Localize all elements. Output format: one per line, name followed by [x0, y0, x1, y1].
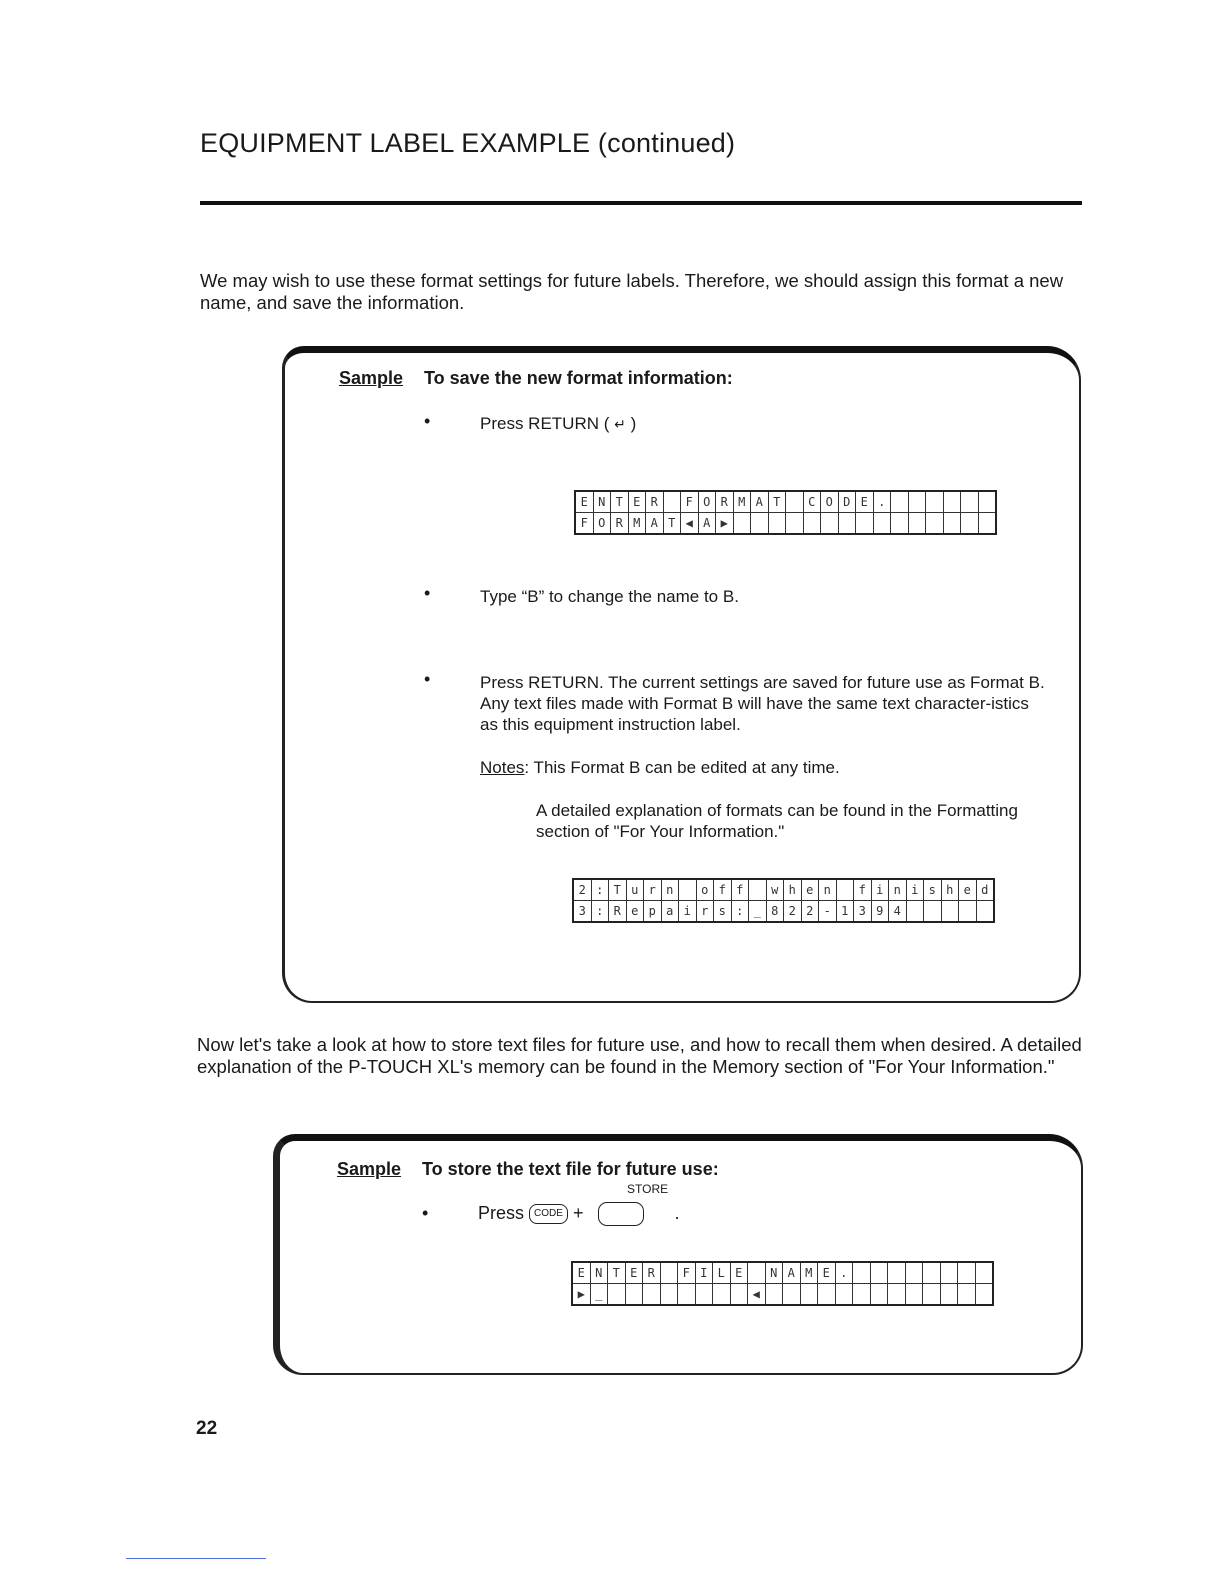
- lcd-cell: [888, 1284, 906, 1306]
- lcd-cell: f: [714, 879, 732, 901]
- lcd-cell: [891, 491, 909, 513]
- lcd-cell: R: [611, 513, 629, 535]
- lcd-cell: .: [873, 491, 891, 513]
- lcd-cell: 3: [573, 901, 591, 923]
- lcd-cell: [978, 491, 996, 513]
- lcd-cell: [940, 1284, 958, 1306]
- lcd-cell: e: [959, 879, 977, 901]
- lcd-cell: M: [733, 491, 751, 513]
- lcd-cell: [800, 1284, 818, 1306]
- lcd-cell: T: [611, 491, 629, 513]
- sample-box-store-file: [273, 1134, 1083, 1375]
- lcd-cell: [873, 513, 891, 535]
- lcd-cell: [853, 1284, 871, 1306]
- lcd-cell: [891, 513, 909, 535]
- lcd-cell: [751, 513, 769, 535]
- bullet: •: [424, 583, 431, 603]
- lcd-cell: [749, 879, 767, 901]
- lcd-cell: s: [924, 879, 942, 901]
- lcd-display-text-sample: [572, 878, 995, 923]
- lcd-cell: [943, 513, 961, 535]
- lcd-cell: A: [698, 513, 716, 535]
- lcd-cell: E: [818, 1262, 836, 1284]
- lcd-row: [575, 491, 996, 513]
- lcd-cell: O: [821, 491, 839, 513]
- lcd-cell: f: [731, 879, 749, 901]
- lcd-cell: R: [609, 901, 627, 923]
- lcd-cell: [924, 901, 942, 923]
- lcd-cell: i: [679, 901, 697, 923]
- lcd-cell: [643, 1284, 661, 1306]
- lcd-cell: ▶: [572, 1284, 590, 1306]
- footer-rule: [126, 1558, 266, 1559]
- plus-text: +: [572, 1202, 584, 1223]
- title-rule: [200, 201, 1082, 205]
- lcd-cell: E: [572, 1262, 590, 1284]
- lcd-row: [573, 879, 994, 901]
- lcd-cell: 2: [573, 879, 591, 901]
- lcd-cell: s: [714, 901, 732, 923]
- lcd-cell: p: [644, 901, 662, 923]
- lcd-cell: T: [608, 1262, 626, 1284]
- lcd-cell: [660, 1284, 678, 1306]
- press-text: Press: [478, 1202, 525, 1223]
- lcd-cell: [730, 1284, 748, 1306]
- lcd-cell: e: [626, 901, 644, 923]
- lcd-cell: [786, 513, 804, 535]
- lcd-row: [572, 1262, 993, 1284]
- lcd-cell: 3: [854, 901, 872, 923]
- period-text: .: [674, 1202, 680, 1223]
- lcd-cell: [713, 1284, 731, 1306]
- lcd-cell: [961, 513, 979, 535]
- store-key-icon: [598, 1202, 644, 1226]
- lcd-cell: _: [749, 901, 767, 923]
- lcd-cell: [856, 513, 874, 535]
- lcd-cell: F: [678, 1262, 696, 1284]
- lcd-cell: a: [661, 901, 679, 923]
- lcd-cell: R: [716, 491, 734, 513]
- lcd-cell: 8: [766, 901, 784, 923]
- sample-heading: To store the text file for future use:: [422, 1159, 719, 1179]
- step-type-b: Type “B” to change the name to B.: [480, 587, 739, 606]
- lcd-cell: r: [644, 879, 662, 901]
- lcd-cell: 4: [889, 901, 907, 923]
- lcd-cell: R: [646, 491, 664, 513]
- lcd-cell: [943, 491, 961, 513]
- sample-label: Sample: [337, 1159, 402, 1179]
- lcd-display-enter-format: [574, 490, 997, 535]
- lcd-cell: I: [695, 1262, 713, 1284]
- lcd-cell: .: [835, 1262, 853, 1284]
- step-press-store: [478, 1202, 680, 1226]
- lcd-row: [572, 1284, 993, 1306]
- intro-paragraph: We may wish to use these format settings for future labels. Therefore, we should assign this format a new name, and save the information.: [200, 270, 1064, 313]
- lcd-cell: M: [800, 1262, 818, 1284]
- lcd-cell: [803, 513, 821, 535]
- lcd-cell: E: [575, 491, 593, 513]
- lcd-cell: n: [889, 879, 907, 901]
- lcd-cell: C: [803, 491, 821, 513]
- lcd-cell: [786, 491, 804, 513]
- lcd-cell: [923, 1262, 941, 1284]
- lcd-cell: F: [681, 491, 699, 513]
- lcd-cell: [818, 1284, 836, 1306]
- lcd-cell: [958, 1262, 976, 1284]
- lcd-cell: ▶: [716, 513, 734, 535]
- lcd-cell: [905, 1284, 923, 1306]
- lcd-cell: [679, 879, 697, 901]
- lcd-cell: d: [976, 879, 994, 901]
- lcd-cell: [765, 1284, 783, 1306]
- lcd-cell: :: [731, 901, 749, 923]
- sample-box-save-format: [282, 346, 1081, 1003]
- store-key-label: STORE: [627, 1182, 669, 1196]
- lcd-cell: [959, 901, 977, 923]
- lcd-row: [575, 513, 996, 535]
- lcd-cell: T: [663, 513, 681, 535]
- lcd-cell: [625, 1284, 643, 1306]
- lcd-cell: [663, 491, 681, 513]
- lcd-cell: ◀: [748, 1284, 766, 1306]
- lcd-cell: T: [768, 491, 786, 513]
- lcd-cell: h: [941, 879, 959, 901]
- lcd-cell: r: [696, 901, 714, 923]
- lcd-cell: [838, 513, 856, 535]
- lcd-cell: [975, 1284, 993, 1306]
- lcd-cell: [678, 1284, 696, 1306]
- lcd-cell: [978, 513, 996, 535]
- lcd-cell: [923, 1284, 941, 1306]
- lcd-cell: [836, 879, 854, 901]
- lcd-cell: [941, 901, 959, 923]
- lcd-cell: -: [819, 901, 837, 923]
- lcd-cell: [853, 1262, 871, 1284]
- return-icon: ↵: [614, 417, 626, 433]
- lcd-cell: D: [838, 491, 856, 513]
- lcd-cell: h: [784, 879, 802, 901]
- lcd-cell: [835, 1284, 853, 1306]
- lcd-cell: 9: [871, 901, 889, 923]
- lcd-cell: f: [854, 879, 872, 901]
- code-key-icon: CODE: [529, 1204, 568, 1224]
- lcd-cell: E: [625, 1262, 643, 1284]
- lcd-cell: u: [626, 879, 644, 901]
- lcd-cell: :: [591, 901, 609, 923]
- notes-label: Notes: [480, 758, 525, 777]
- lcd-cell: e: [801, 879, 819, 901]
- lcd-cell: [905, 1262, 923, 1284]
- lcd-cell: [926, 491, 944, 513]
- lcd-cell: O: [698, 491, 716, 513]
- lcd-cell: :: [591, 879, 609, 901]
- lcd-cell: A: [646, 513, 664, 535]
- lcd-cell: [961, 491, 979, 513]
- lcd-cell: N: [593, 491, 611, 513]
- lcd-cell: i: [871, 879, 889, 901]
- lcd-cell: 1: [836, 901, 854, 923]
- lcd-cell: w: [766, 879, 784, 901]
- lcd-cell: F: [575, 513, 593, 535]
- lcd-cell: [975, 1262, 993, 1284]
- lcd-cell: N: [765, 1262, 783, 1284]
- lcd-cell: [958, 1284, 976, 1306]
- lcd-cell: [733, 513, 751, 535]
- page-number: 22: [196, 1418, 218, 1439]
- lcd-cell: M: [628, 513, 646, 535]
- lcd-display-enter-file-name: [571, 1261, 994, 1306]
- lcd-cell: N: [590, 1262, 608, 1284]
- lcd-cell: [940, 1262, 958, 1284]
- lcd-cell: [695, 1284, 713, 1306]
- step-text: Press RETURN (: [480, 414, 610, 433]
- lcd-cell: R: [643, 1262, 661, 1284]
- bullet: •: [424, 669, 431, 689]
- lcd-cell: [870, 1262, 888, 1284]
- lcd-cell: E: [730, 1262, 748, 1284]
- lcd-cell: [608, 1284, 626, 1306]
- lcd-cell: [908, 513, 926, 535]
- lcd-cell: [748, 1262, 766, 1284]
- bullet: •: [422, 1203, 429, 1223]
- lcd-cell: A: [751, 491, 769, 513]
- sample-heading: To save the new format information:: [424, 368, 733, 388]
- bullet: •: [424, 411, 431, 431]
- lcd-cell: 2: [784, 901, 802, 923]
- lcd-cell: L: [713, 1262, 731, 1284]
- step-press-return: [480, 413, 636, 436]
- sample-label: Sample: [339, 368, 404, 388]
- step-press-return-save: Press RETURN. The current settings are saved for future use as Format B. Any text files made with Format B will have the same text character-istics as this equipment instruction label.: [480, 673, 1045, 734]
- lcd-cell: o: [696, 879, 714, 901]
- lcd-cell: [976, 901, 994, 923]
- lcd-cell: [870, 1284, 888, 1306]
- notes-detail: A detailed explanation of formats can be found in the Formatting section of "For Your Information.": [536, 801, 1018, 841]
- page-title: EQUIPMENT LABEL EXAMPLE (continued): [200, 128, 736, 158]
- lcd-cell: [768, 513, 786, 535]
- lcd-cell: T: [609, 879, 627, 901]
- notes-text: : This Format B can be edited at any time.: [524, 758, 840, 777]
- lcd-cell: [888, 1262, 906, 1284]
- notes: [480, 757, 1040, 778]
- lcd-cell: n: [819, 879, 837, 901]
- lcd-cell: O: [593, 513, 611, 535]
- lcd-cell: A: [783, 1262, 801, 1284]
- lcd-cell: [821, 513, 839, 535]
- lcd-cell: i: [906, 879, 924, 901]
- lcd-row: [573, 901, 994, 923]
- lcd-cell: [783, 1284, 801, 1306]
- lcd-cell: _: [590, 1284, 608, 1306]
- lcd-cell: E: [856, 491, 874, 513]
- lcd-cell: E: [628, 491, 646, 513]
- lcd-cell: [908, 491, 926, 513]
- lcd-cell: [906, 901, 924, 923]
- lcd-cell: n: [661, 879, 679, 901]
- memory-paragraph: Now let's take a look at how to store text files for future use, and how to recall them when desired. A detailed explanation of the P-TOUCH XL's memory can be found in the Memory section of "For Your Information.": [197, 1034, 1082, 1077]
- lcd-cell: 2: [801, 901, 819, 923]
- step-close: ): [630, 414, 637, 433]
- lcd-cell: ◀: [681, 513, 699, 535]
- lcd-cell: [660, 1262, 678, 1284]
- lcd-cell: [926, 513, 944, 535]
